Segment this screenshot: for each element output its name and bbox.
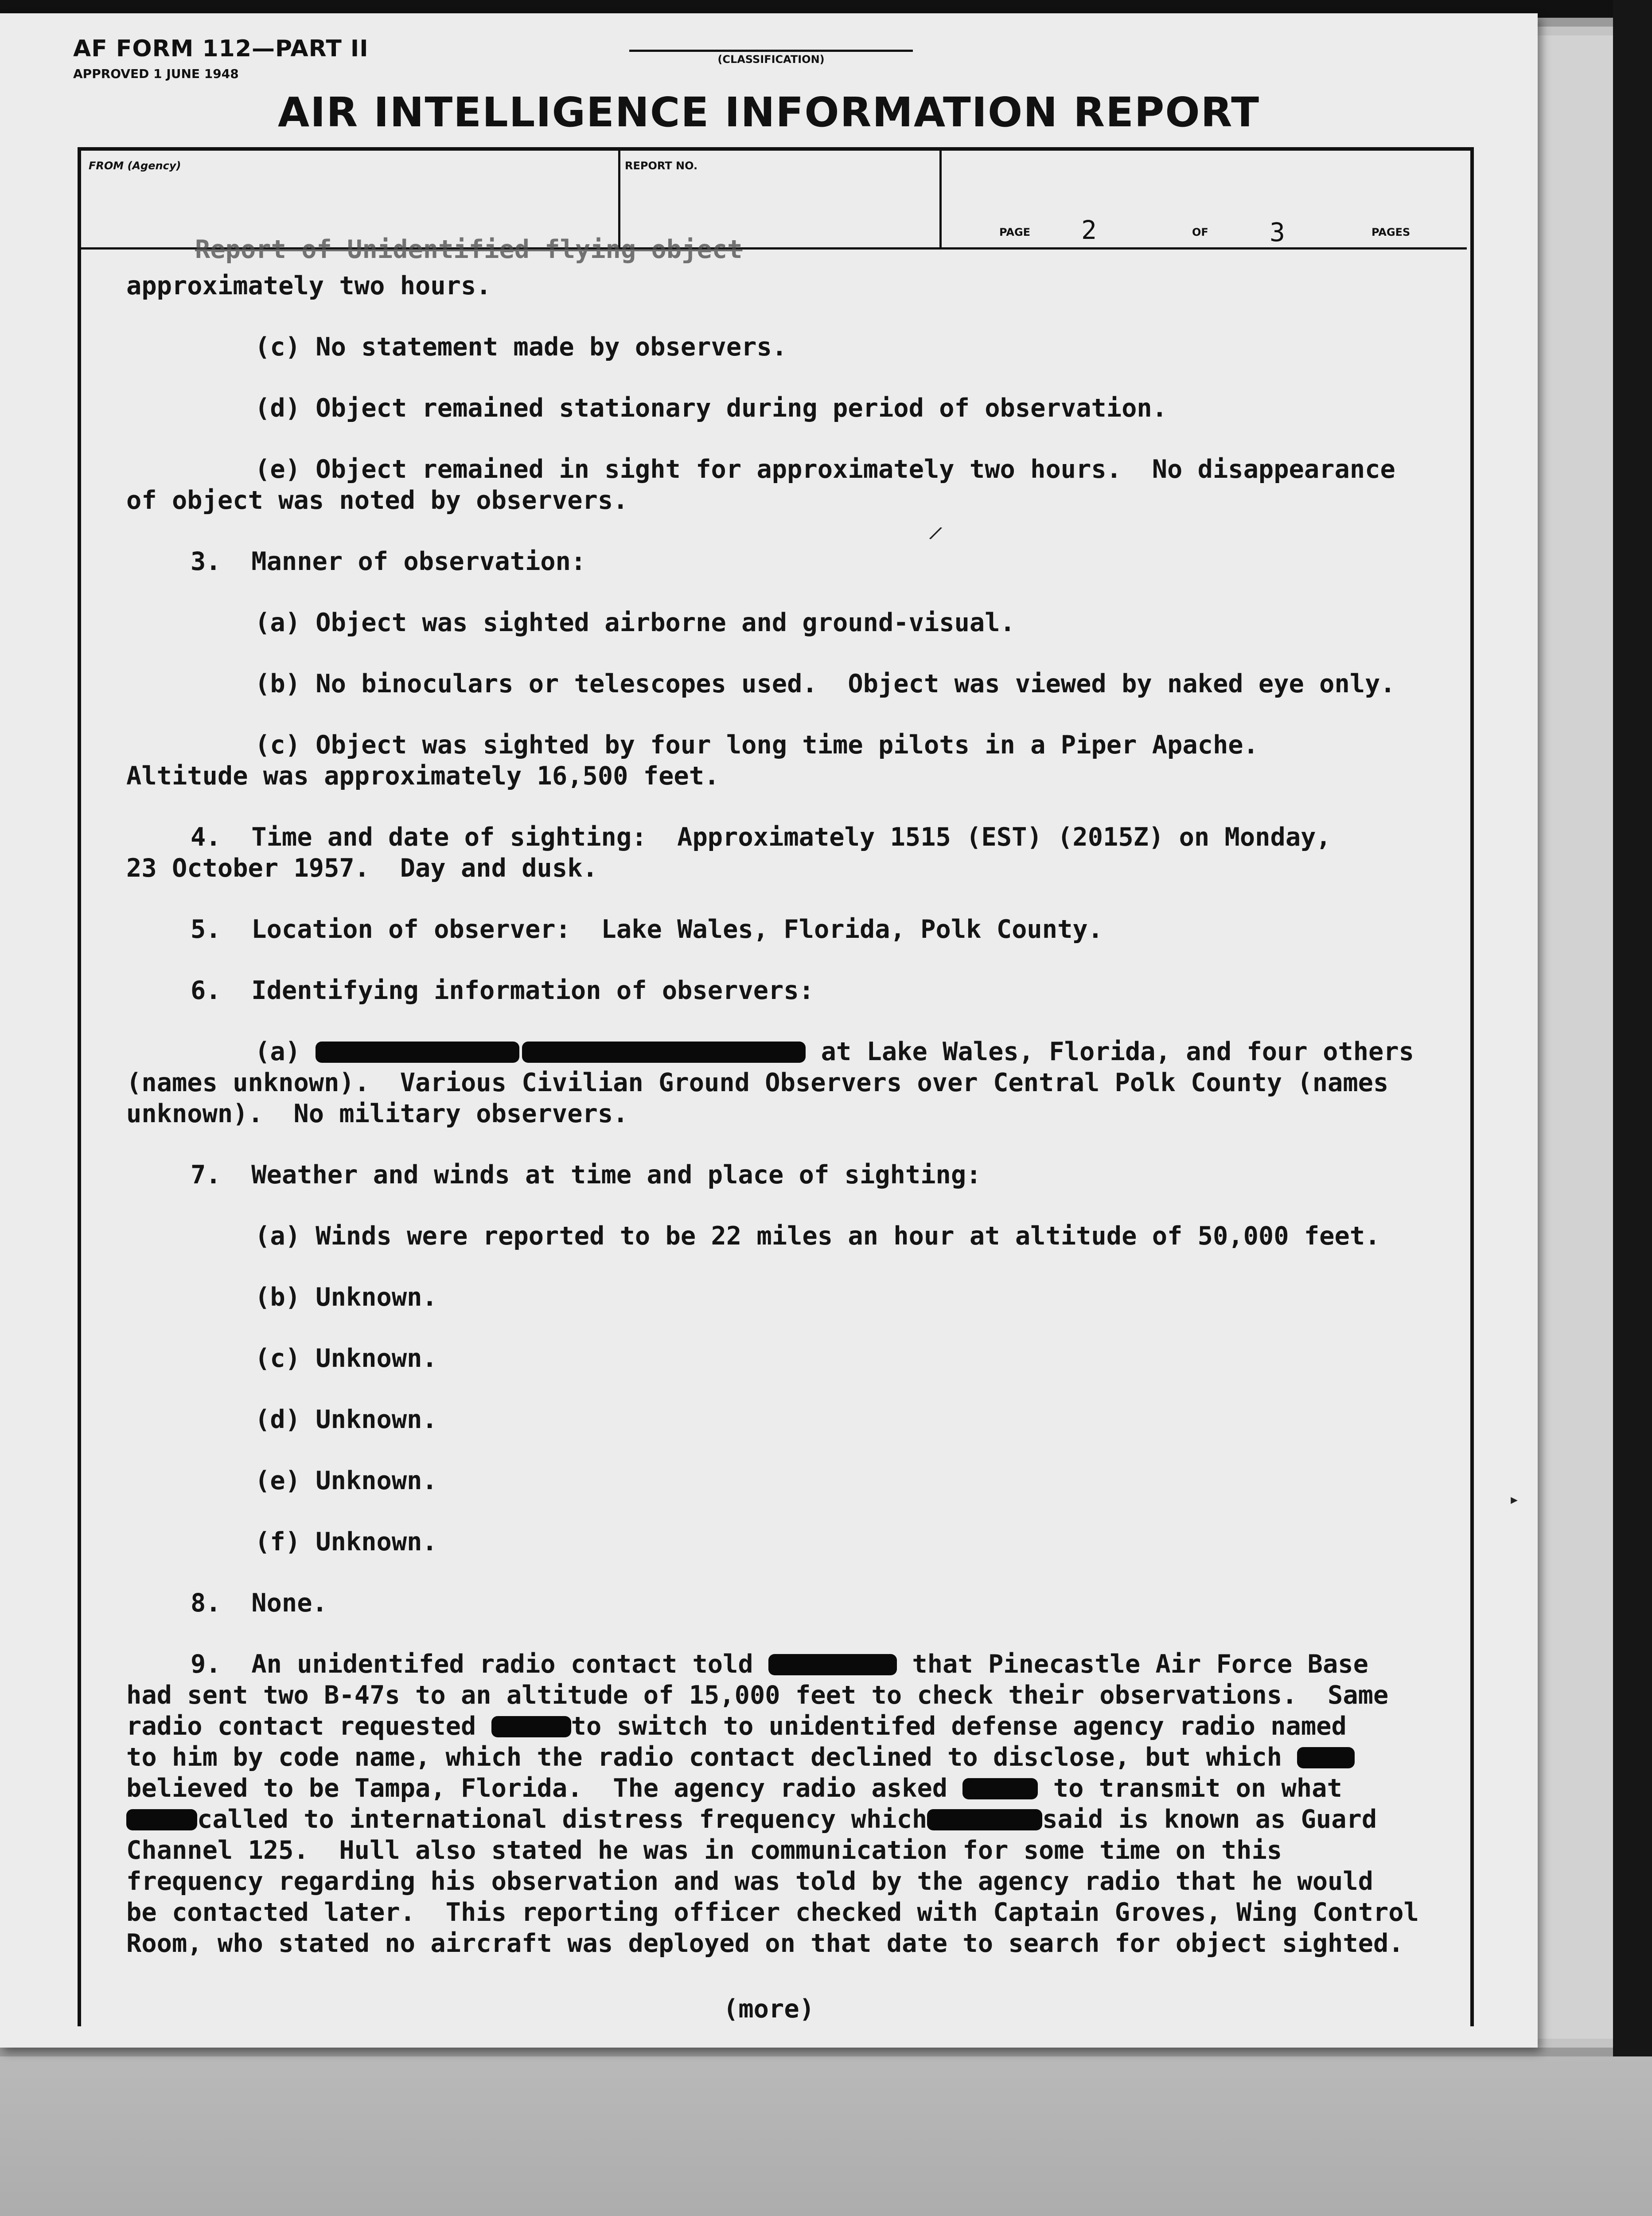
redaction: [768, 1654, 897, 1675]
text-line: (a) Object was sighted airborne and ground-visual.: [255, 608, 1015, 637]
text-line: 4. Time and date of sighting: Approximately 1515 (EST) (2015Z) on Monday,: [191, 823, 1331, 852]
text-line: believed to be Tampa, Florida. The agency radio asked to transmit on what: [126, 1774, 1342, 1803]
text-line: 9. An unidentifed radio contact told that Pinecastle Air Force Base: [191, 1650, 1368, 1679]
text-line: (c) No statement made by observers.: [255, 332, 787, 362]
text-line: (e) Object remained in sight for approximately two hours. No disappearance: [255, 455, 1395, 484]
pages-label: PAGES: [1371, 226, 1410, 238]
struck-subject: Report of Unidentified flying object: [195, 235, 743, 264]
text-line: had sent two B-47s to an altitude of 15,000 feet to check their observations. Same: [126, 1681, 1389, 1710]
from-agency-label: FROM (Agency): [89, 160, 181, 172]
classification-line: [629, 50, 913, 52]
redaction: [522, 1042, 806, 1063]
text-line: (e) Unknown.: [255, 1466, 437, 1495]
text-line: Altitude was approximately 16,500 feet.: [126, 761, 720, 791]
total-pages: 3: [1270, 217, 1285, 247]
redaction: [962, 1778, 1038, 1799]
text-line: radio contact requested to switch to unidentifed defense agency radio named: [126, 1712, 1347, 1741]
text-line: to him by code name, which the radio contact declined to disclose, but which: [126, 1742, 1355, 1773]
redaction: [316, 1042, 519, 1063]
classification-label: (CLASSIFICATION): [717, 53, 825, 66]
redaction: [927, 1809, 1042, 1830]
page-number: 2: [1081, 215, 1097, 245]
header-divider: [618, 151, 620, 248]
text-line: 6. Identifying information of observers:: [191, 976, 814, 1005]
text-line: called to international distress frequency which said is known as Guard: [126, 1804, 1377, 1835]
text-line: 8. None.: [191, 1588, 327, 1618]
text-line: 23 October 1957. Day and dusk.: [126, 854, 598, 883]
text-line: (d) Unknown.: [255, 1405, 437, 1434]
report-title: AIR INTELLIGENCE INFORMATION REPORT: [277, 89, 1260, 136]
text-line: (b) No binoculars or telescopes used. Object was viewed by naked eye only.: [255, 669, 1395, 698]
stray-mark: ▸: [1509, 1489, 1520, 1510]
text-line: unknown). No military observers.: [126, 1099, 628, 1128]
text-line: 7. Weather and winds at time and place of sighting:: [191, 1160, 982, 1190]
text-line: Room, who stated no aircraft was deployed on that date to search for object sighted.: [126, 1929, 1404, 1958]
text-line: (a) at Lake Wales, Florida, and four others: [255, 1037, 1414, 1066]
text-line: frequency regarding his observation and was told by the agency radio that he would: [126, 1867, 1373, 1896]
text-line: Channel 125. Hull also stated he was in communication for some time on this: [126, 1836, 1282, 1865]
text-line: (names unknown). Various Civilian Ground Observers over Central Polk County (names: [126, 1068, 1389, 1097]
stray-mark: /: [927, 522, 945, 545]
continuation-note: (more): [723, 1994, 814, 2024]
approval-date: APPROVED 1 JUNE 1948: [73, 66, 239, 81]
redaction: [491, 1716, 571, 1737]
text-line: (b) Unknown.: [255, 1283, 437, 1312]
report-no-label: REPORT NO.: [625, 160, 698, 172]
text-line: approximately two hours.: [126, 271, 491, 300]
of-label: OF: [1192, 226, 1208, 238]
text-line: 3. Manner of observation:: [191, 547, 586, 576]
header-divider: [939, 151, 942, 248]
text-line: (f) Unknown.: [255, 1527, 437, 1557]
text-line: be contacted later. This reporting officer checked with Captain Groves, Wing Control: [126, 1898, 1419, 1927]
document-page: [0, 13, 1538, 2048]
redaction: [1297, 1747, 1355, 1768]
text-line: of object was noted by observers.: [126, 486, 628, 515]
text-line: (c) Unknown.: [255, 1344, 437, 1373]
redaction: [126, 1809, 197, 1830]
scan-border-right: [1613, 0, 1652, 2056]
page-label: PAGE: [999, 226, 1031, 238]
form-id: AF FORM 112—PART II: [73, 35, 369, 62]
text-line: (d) Object remained stationary during period of observation.: [255, 394, 1168, 423]
text-line: (a) Winds were reported to be 22 miles an hour at altitude of 50,000 feet.: [255, 1221, 1380, 1251]
text-line: 5. Location of observer: Lake Wales, Florida, Polk County.: [191, 915, 1103, 944]
scan-background: [0, 2056, 1652, 2216]
text-line: (c) Object was sighted by four long time pilots in a Piper Apache.: [255, 730, 1258, 760]
